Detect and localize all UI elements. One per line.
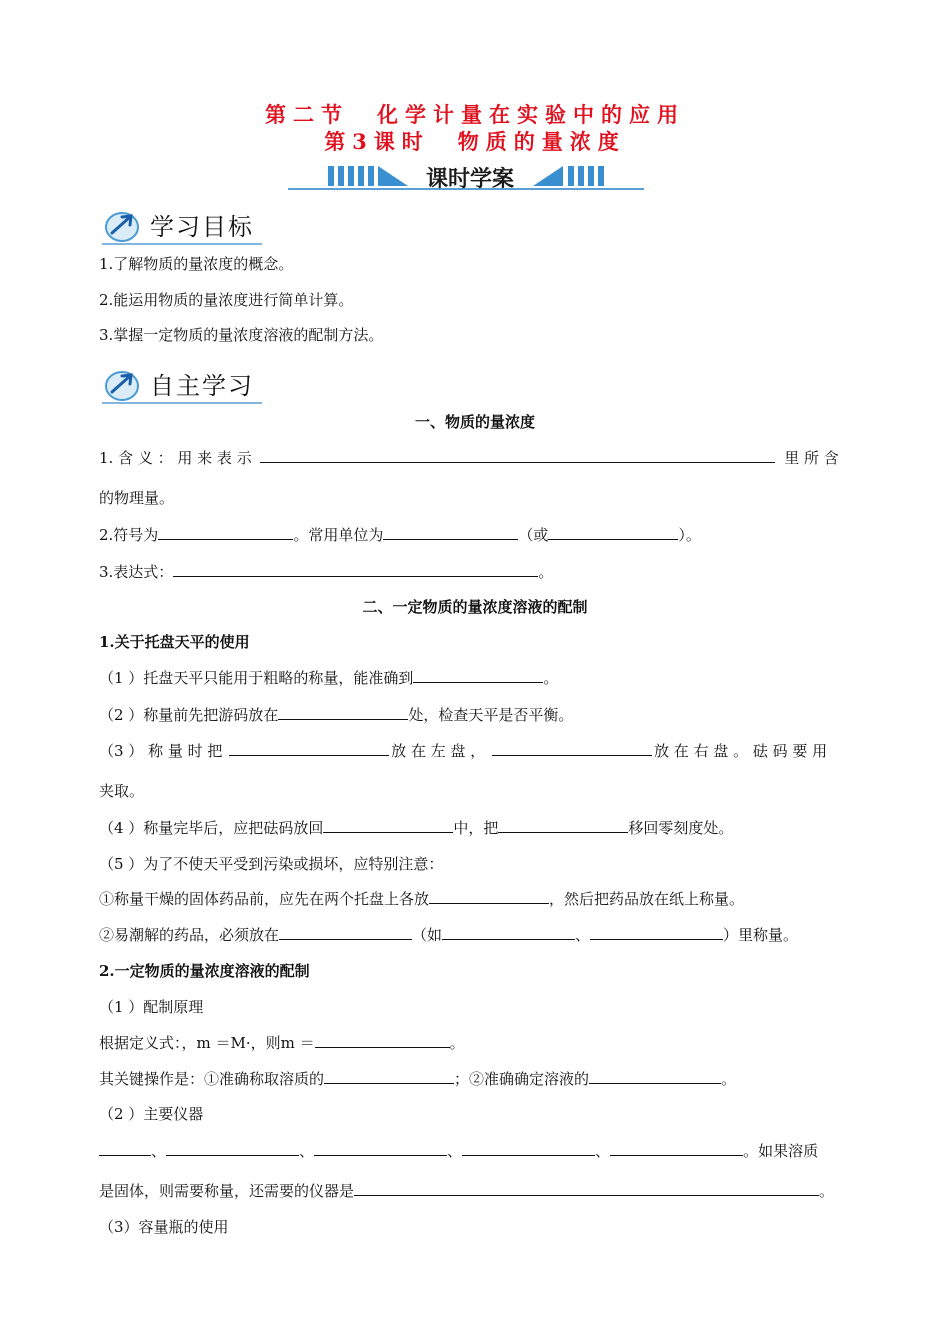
fill-blank[interactable] xyxy=(462,1140,595,1156)
text: 里 所 含 xyxy=(784,449,839,467)
fill-blank[interactable] xyxy=(323,817,453,833)
text: ，然后把药品放在纸上称量。 xyxy=(549,890,745,908)
section-self-study-title: 自主学习 xyxy=(150,372,254,400)
text: 。 xyxy=(819,1182,835,1200)
text: 是固体，则需要称量，还需要的仪器是 xyxy=(99,1182,355,1200)
question-line xyxy=(99,924,798,945)
fill-blank[interactable] xyxy=(383,524,518,540)
question-line xyxy=(99,704,573,725)
section-goals-header xyxy=(98,205,278,245)
lesson-plan-banner xyxy=(288,160,644,192)
fill-blank[interactable] xyxy=(315,1032,450,1048)
goal-item: 1.了解物质的量浓度的概念。 xyxy=(99,255,294,273)
definition-line xyxy=(99,447,839,468)
text: （2 ）称量前先把游码放在 xyxy=(99,706,279,724)
text: （如 xyxy=(412,926,443,944)
question-line xyxy=(99,667,558,688)
text: 根据定义式：，m ＝M·，则m ＝ xyxy=(99,1034,315,1052)
fill-blank[interactable] xyxy=(260,447,775,463)
question-line xyxy=(99,1068,736,1089)
fill-blank[interactable] xyxy=(173,561,538,577)
text: （3 ） 称 量 时 把 xyxy=(99,742,223,760)
question-line: （3）容量瓶的使用 xyxy=(99,1218,229,1236)
text: ②易潮解的药品，必须放在 xyxy=(99,926,280,944)
text: 其关键操作是：①准确称取溶质的 xyxy=(99,1070,325,1088)
fill-blank[interactable] xyxy=(166,1140,299,1156)
fill-blank[interactable] xyxy=(589,1068,721,1084)
text: 放 在 左 盘 ， xyxy=(391,742,486,760)
text: 中，把 xyxy=(453,819,499,837)
page-title: 第二节 化学计量在实验中的应用 xyxy=(265,102,685,127)
text: 1. 含 义 ： 用 来 表 示 xyxy=(99,449,252,467)
section-self-study-header xyxy=(98,364,278,404)
question-line xyxy=(99,1140,818,1161)
text: 、 xyxy=(299,1142,315,1160)
goal-item: 2.能运用物质的量浓度进行简单计算。 xyxy=(99,291,354,309)
text: 放 在 右 盘 。 砝 码 要 用 xyxy=(654,742,828,760)
text: 。 xyxy=(543,669,559,687)
fill-blank[interactable] xyxy=(324,1068,454,1084)
question-line xyxy=(99,888,744,909)
fill-blank[interactable] xyxy=(278,704,408,720)
text: （1 ）托盘天平只能用于粗略的称量，能准确到 xyxy=(99,669,414,687)
fill-blank[interactable] xyxy=(492,740,652,756)
question-line: （1 ）配制原理 xyxy=(99,998,204,1016)
text: 3.表达式： xyxy=(99,563,174,581)
text: 、 xyxy=(447,1142,463,1160)
question-line xyxy=(99,817,733,838)
section-underline xyxy=(102,243,262,245)
fill-blank[interactable] xyxy=(610,1140,743,1156)
text: 。 xyxy=(449,1034,465,1052)
text: 移回零刻度处。 xyxy=(628,819,734,837)
fill-blank[interactable] xyxy=(548,524,678,540)
question-line-cont: 夹取。 xyxy=(99,782,145,800)
symbol-line xyxy=(99,524,701,545)
text: （4 ）称量完毕后，应把砝码放回 xyxy=(99,819,324,837)
fill-blank[interactable] xyxy=(279,924,412,940)
question-line xyxy=(99,740,827,761)
section-underline xyxy=(102,402,262,404)
text: 。 xyxy=(721,1070,737,1088)
text: （或 xyxy=(518,526,549,544)
fill-blank[interactable] xyxy=(498,817,628,833)
question-line xyxy=(99,1180,834,1201)
fill-blank[interactable] xyxy=(442,924,575,940)
expression-line xyxy=(99,561,553,582)
text: 、 xyxy=(575,926,591,944)
fill-blank[interactable] xyxy=(354,1180,819,1196)
banner-label: 课时学案 xyxy=(425,167,514,192)
text: ①称量干燥的固体药品前，应先在两个托盘上各放 xyxy=(99,890,430,908)
page-subtitle: 第3课时 物质的量浓度 xyxy=(324,129,626,154)
text: 。如果溶质 xyxy=(743,1142,819,1160)
question-line: （2 ）主要仪器 xyxy=(99,1105,204,1123)
fill-blank[interactable] xyxy=(429,888,549,904)
fill-blank[interactable] xyxy=(158,524,293,540)
arrow-badge-icon xyxy=(104,366,144,402)
subheading-balance: 1.关于托盘天平的使用 xyxy=(99,633,250,651)
part1-heading: 一、物质的量浓度 xyxy=(414,413,535,431)
text: 处，检查天平是否平衡。 xyxy=(408,706,574,724)
part2-heading: 二、一定物质的量浓度溶液的配制 xyxy=(362,598,588,616)
fill-blank[interactable] xyxy=(413,667,543,683)
text: ）里称量。 xyxy=(723,926,799,944)
text: 2.符号为 xyxy=(99,526,159,544)
arrow-badge-icon xyxy=(104,207,144,243)
text: 。 xyxy=(538,563,554,581)
text: ）。 xyxy=(678,526,701,544)
text: 。常用单位为 xyxy=(293,526,384,544)
fill-blank[interactable] xyxy=(229,740,389,756)
question-line xyxy=(99,1032,465,1053)
question-line: （5 ）为了不使天平受到污染或损坏，应特别注意： xyxy=(99,855,444,873)
subheading-preparation: 2.一定物质的量浓度溶液的配制 xyxy=(99,962,310,980)
fill-blank[interactable] xyxy=(314,1140,447,1156)
text: ；②准确确定溶液的 xyxy=(454,1070,590,1088)
text: 、 xyxy=(151,1142,167,1160)
fill-blank[interactable] xyxy=(590,924,723,940)
definition-line-cont: 的物理量。 xyxy=(99,489,175,507)
goal-item: 3.掌握一定物质的量浓度溶液的配制方法。 xyxy=(99,326,384,344)
section-goals-title: 学习目标 xyxy=(150,213,254,241)
fill-blank[interactable] xyxy=(99,1140,151,1156)
text: 、 xyxy=(595,1142,611,1160)
